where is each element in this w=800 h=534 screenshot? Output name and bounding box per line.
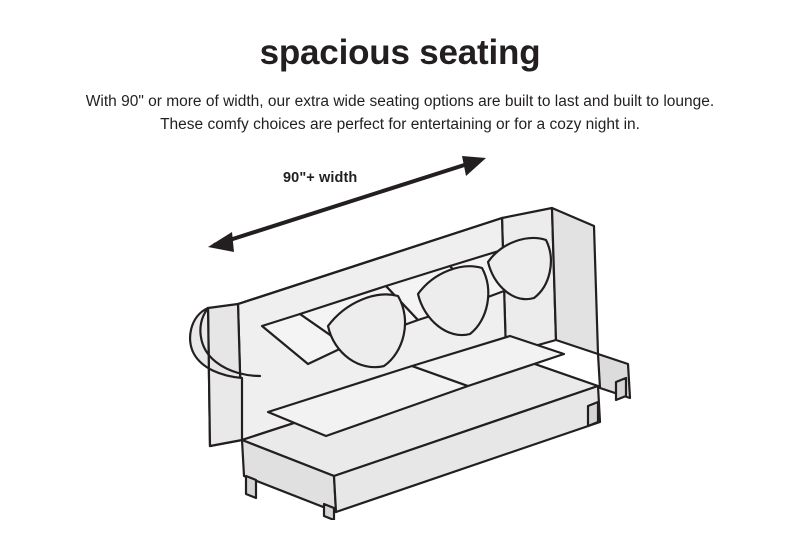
dimension-label: 90"+ width (283, 170, 358, 186)
description-line-2: These comfy choices are perfect for entertaining or for a cozy night in. (160, 116, 640, 134)
page-title: spacious seating (259, 33, 541, 72)
description-line-1: With 90" or more of width, our extra wide seating options are built to last and built to lounge. (85, 93, 715, 110)
sofa-illustration (150, 140, 670, 520)
sofa-shape (190, 208, 630, 520)
sofa-line-drawing-svg (150, 140, 670, 520)
description-text (0, 90, 800, 137)
